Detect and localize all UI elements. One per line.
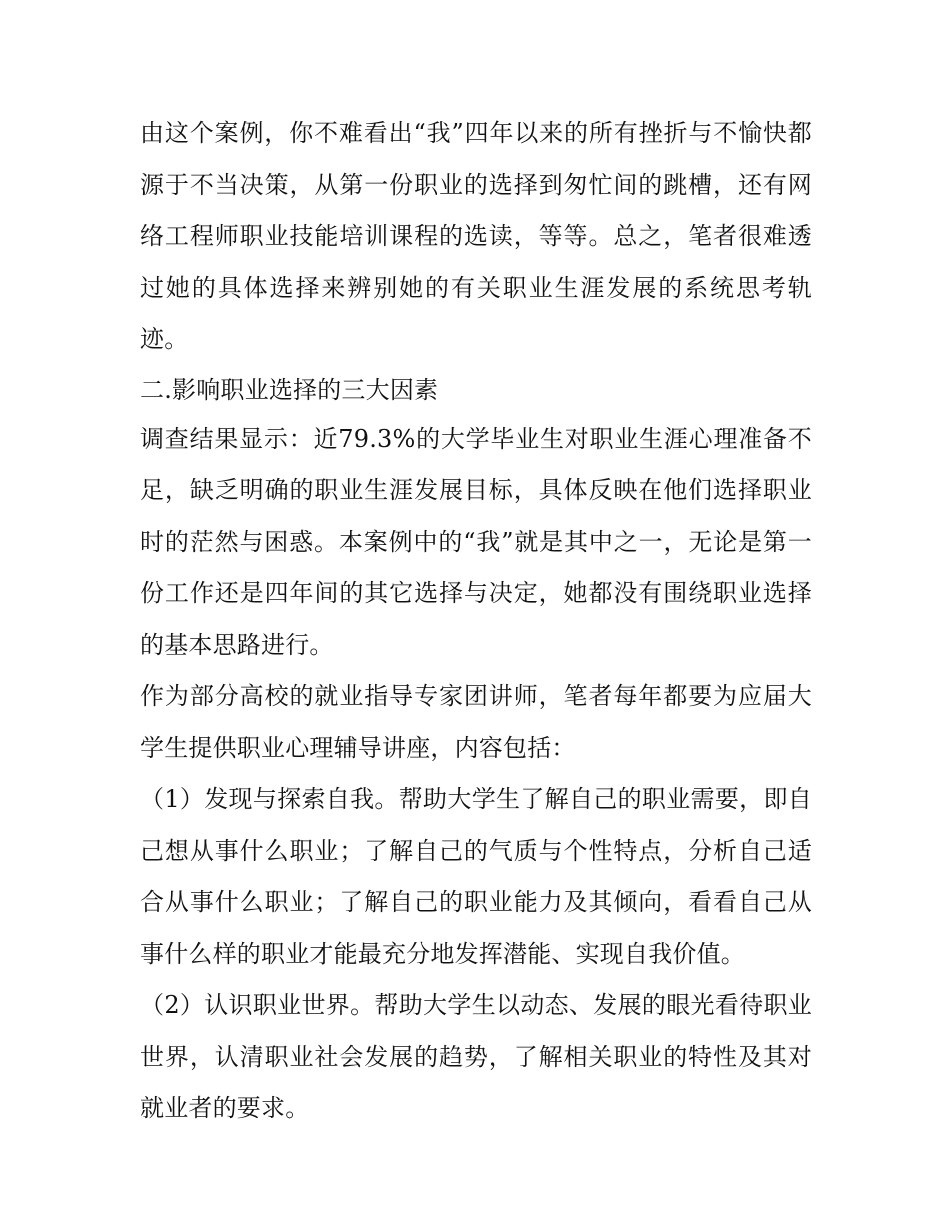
list-item-discover-self: （1）发现与探索自我。帮助大学生了解自己的职业需要，即自己想从事什么职业；了解自己的气质与个性特点，分析自己适合从事什么职业；了解自己的职业能力及其倾向，看看自己从事什么样的职业才能最充分地发挥潜能、实现自我价值。 bbox=[140, 785, 812, 968]
paragraph-lecturer-intro: 作为部分高校的就业指导专家团讲师，笔者每年都要为应届大学生提供职业心理辅导讲座，内容包括： bbox=[140, 682, 812, 762]
paragraph-case-analysis: 由这个案例，你不难看出“我”四年以来的所有挫折与不愉快都源于不当决策，从第一份职业的选择到匆忙间的跳槽，还有网络工程师职业技能培训课程的选读，等等。总之，笔者很难透过她的具体选择来辨别她的有关职业生涯发展的系统思考轨迹。 bbox=[140, 119, 812, 353]
paragraph-survey-results: 调查结果显示：近79.3%的大学毕业生对职业生涯心理准备不足，缺乏明确的职业生涯发展目标，具体反映在他们选择职业时的茫然与困惑。本案例中的“我”就是其中之一，无论是第一份工作还是四年间的其它选择与决定，她都没有围绕职业选择的基本思路进行。 bbox=[140, 424, 812, 659]
document-body bbox=[140, 108, 812, 1135]
section-heading-three-factors: 二.影响职业选择的三大因素 bbox=[140, 375, 439, 404]
list-item-know-career-world: （2）认识职业世界。帮助大学生以动态、发展的眼光看待职业世界，认清职业社会发展的趋势，了解相关职业的特性及其对就业者的要求。 bbox=[140, 991, 812, 1122]
